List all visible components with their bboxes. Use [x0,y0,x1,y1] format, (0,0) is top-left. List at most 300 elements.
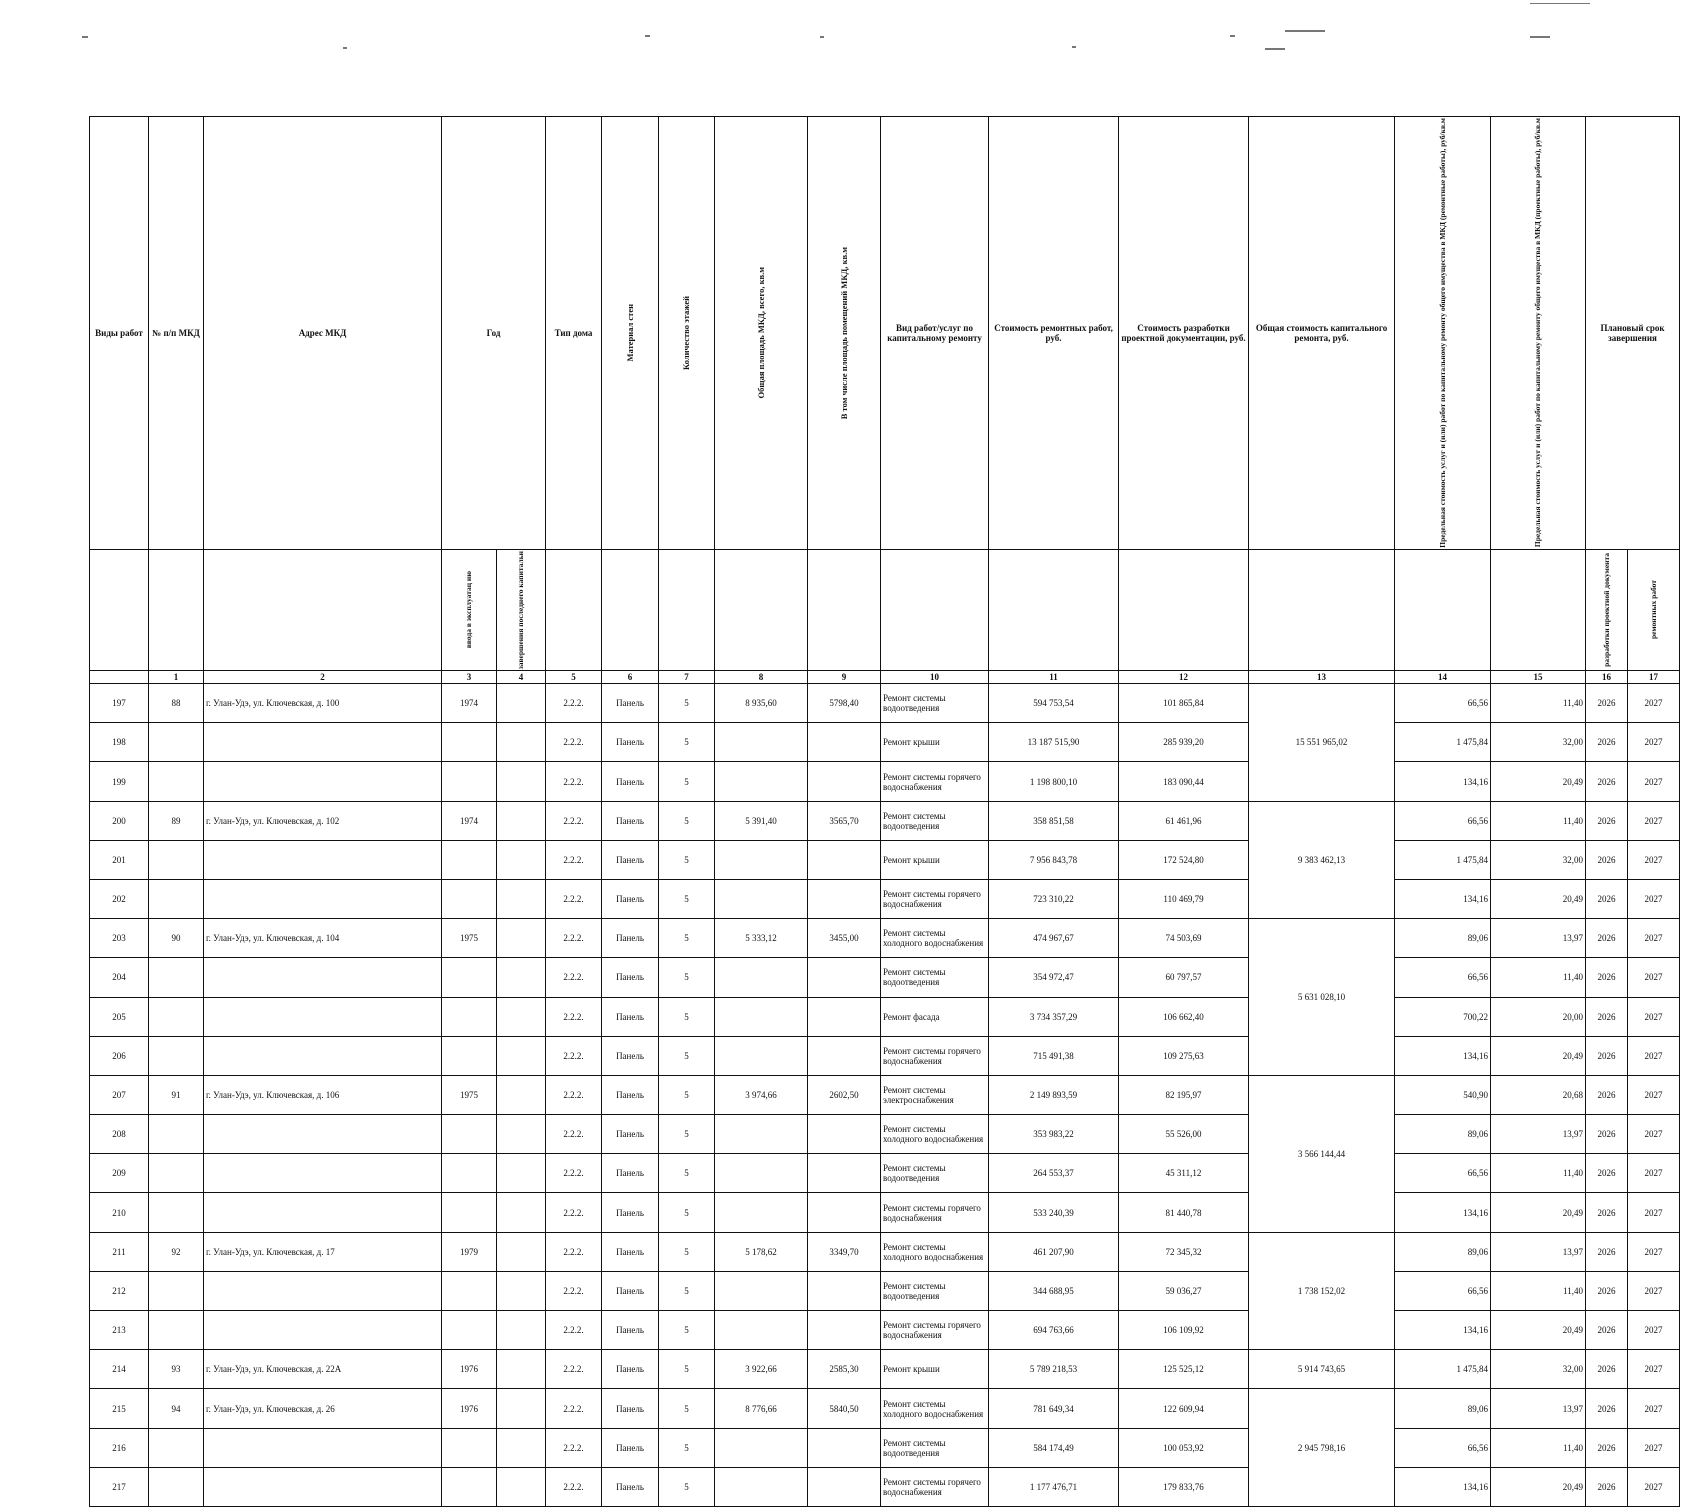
area-total [715,762,808,801]
area-total [715,1428,808,1467]
plan-design-year: 2026 [1586,997,1628,1036]
floors: 5 [659,879,715,918]
plan-design-year: 2026 [1586,1271,1628,1310]
mkd-number: 88 [149,684,204,723]
plan-design-year: 2026 [1586,801,1628,840]
work-type: Ремонт системы холодного водоснабжения [881,1232,989,1271]
header-year-last: завершения последнего капитальн [497,549,546,670]
area-total [715,1115,808,1154]
row-number: 210 [90,1193,149,1232]
limit-repair: 134,16 [1395,1467,1491,1506]
cost-design: 100 053,92 [1119,1428,1249,1467]
table-row [90,684,1680,723]
mkd-number: 94 [149,1389,204,1428]
plan-design-year: 2026 [1586,919,1628,958]
year-commission [442,1428,497,1467]
header-cost-repair: Стоимость ремонтных работ, руб. [989,117,1119,550]
area-total [715,840,808,879]
cost-repair: 3 734 357,29 [989,997,1119,1036]
mkd-number [149,723,204,762]
total-cost: 5 631 028,10 [1249,919,1395,1076]
work-type: Ремонт фасада [881,997,989,1036]
header-limit-repair: Предельная стоимость услуг и (или) работ по капитальному ремонту общего имущества в МКД (ремонтные работы), руб/кв.м [1395,117,1491,550]
cost-design: 106 662,40 [1119,997,1249,1036]
mkd-number: 90 [149,919,204,958]
table-row [90,1311,1680,1350]
limit-design: 20,49 [1491,879,1586,918]
row-number: 205 [90,997,149,1036]
limit-design: 11,40 [1491,1428,1586,1467]
row-number: 202 [90,879,149,918]
address-cell [204,958,442,997]
house-type: 2.2.2. [546,762,602,801]
year-last-repair [497,1115,546,1154]
total-cost: 2 945 798,16 [1249,1389,1395,1507]
table-row [90,1428,1680,1467]
header-year: Год [442,117,546,550]
column-number: 15 [1491,671,1586,684]
limit-repair: 540,90 [1395,1075,1491,1114]
wall-material: Панель [602,919,659,958]
year-commission: 1976 [442,1350,497,1389]
house-type: 2.2.2. [546,1389,602,1428]
limit-repair: 1 475,84 [1395,1350,1491,1389]
plan-repair-year: 2027 [1628,997,1680,1036]
plan-repair-year: 2027 [1628,1232,1680,1271]
limit-design: 20,49 [1491,1193,1586,1232]
plan-design-year: 2026 [1586,1350,1628,1389]
area-total [715,879,808,918]
wall-material: Панель [602,762,659,801]
limit-design: 20,49 [1491,1036,1586,1075]
mkd-number [149,1154,204,1193]
header-limit-design: Предельная стоимость услуг и (или) работ по капитальному ремонту общего имущества в МКД (проектные работы), руб/кв.м [1491,117,1586,550]
table-row [90,762,1680,801]
address-cell: г. Улан-Удэ, ул. Ключевская, д. 106 [204,1075,442,1114]
limit-design: 11,40 [1491,684,1586,723]
year-last-repair [497,1389,546,1428]
limit-repair: 66,56 [1395,1428,1491,1467]
mkd-number [149,762,204,801]
limit-design: 20,00 [1491,997,1586,1036]
work-type: Ремонт системы горячего водоснабжения [881,1311,989,1350]
mkd-number [149,958,204,997]
plan-repair-year: 2027 [1628,1154,1680,1193]
plan-repair-year: 2027 [1628,1428,1680,1467]
plan-design-year: 2026 [1586,1389,1628,1428]
house-type: 2.2.2. [546,1428,602,1467]
cost-design: 72 345,32 [1119,1232,1249,1271]
header-plan-design: разработки проектной документа [1586,549,1628,670]
cost-design: 172 524,80 [1119,840,1249,879]
area-total [715,1311,808,1350]
house-type: 2.2.2. [546,997,602,1036]
address-cell [204,879,442,918]
total-cost: 3 566 144,44 [1249,1075,1395,1232]
plan-repair-year: 2027 [1628,1271,1680,1310]
limit-repair: 1 475,84 [1395,723,1491,762]
area-living [808,762,881,801]
mkd-number [149,1115,204,1154]
plan-design-year: 2026 [1586,723,1628,762]
limit-design: 32,00 [1491,1350,1586,1389]
wall-material: Панель [602,684,659,723]
wall-material: Панель [602,1271,659,1310]
cost-design: 82 195,97 [1119,1075,1249,1114]
floors: 5 [659,1232,715,1271]
limit-repair: 66,56 [1395,958,1491,997]
wall-material: Панель [602,1232,659,1271]
area-total [715,1154,808,1193]
cost-repair: 474 967,67 [989,919,1119,958]
row-number: 198 [90,723,149,762]
limit-repair: 134,16 [1395,1036,1491,1075]
year-last-repair [497,1075,546,1114]
mkd-number: 89 [149,801,204,840]
column-number: 11 [989,671,1119,684]
column-number: 8 [715,671,808,684]
house-type: 2.2.2. [546,1193,602,1232]
plan-repair-year: 2027 [1628,1350,1680,1389]
work-type: Ремонт системы горячего водоснабжения [881,1036,989,1075]
house-type: 2.2.2. [546,1311,602,1350]
row-number: 215 [90,1389,149,1428]
floors: 5 [659,1428,715,1467]
area-total: 8 935,60 [715,684,808,723]
work-type: Ремонт системы горячего водоснабжения [881,1193,989,1232]
cost-repair: 7 956 843,78 [989,840,1119,879]
year-last-repair [497,684,546,723]
column-number: 12 [1119,671,1249,684]
wall-material: Панель [602,958,659,997]
floors: 5 [659,1467,715,1506]
year-commission [442,1311,497,1350]
header-cost-design: Стоимость разработки проектной документации, руб. [1119,117,1249,550]
column-number: 9 [808,671,881,684]
mkd-number [149,1271,204,1310]
address-cell [204,1311,442,1350]
cost-repair: 723 310,22 [989,879,1119,918]
cost-repair: 533 240,39 [989,1193,1119,1232]
year-last-repair [497,1193,546,1232]
house-type: 2.2.2. [546,840,602,879]
column-number: 14 [1395,671,1491,684]
address-cell [204,1036,442,1075]
mkd-number [149,997,204,1036]
table-row [90,1075,1680,1114]
cost-repair: 344 688,95 [989,1271,1119,1310]
house-type: 2.2.2. [546,958,602,997]
cost-design: 59 036,27 [1119,1271,1249,1310]
wall-material: Панель [602,801,659,840]
table-row [90,801,1680,840]
limit-design: 13,97 [1491,1232,1586,1271]
cost-repair: 781 649,34 [989,1389,1119,1428]
address-cell: г. Улан-Удэ, ул. Ключевская, д. 22А [204,1350,442,1389]
column-numbers-row [90,671,1680,684]
wall-material: Панель [602,1428,659,1467]
area-living [808,840,881,879]
wall-material: Панель [602,879,659,918]
row-number: 217 [90,1467,149,1506]
address-cell [204,1154,442,1193]
limit-repair: 134,16 [1395,1311,1491,1350]
area-living: 5840,50 [808,1389,881,1428]
area-total: 5 391,40 [715,801,808,840]
year-commission [442,762,497,801]
wall-material: Панель [602,1036,659,1075]
area-living: 3565,70 [808,801,881,840]
limit-design: 20,49 [1491,1467,1586,1506]
address-cell [204,1467,442,1506]
table-row [90,1036,1680,1075]
area-total [715,997,808,1036]
plan-repair-year: 2027 [1628,1467,1680,1506]
work-type: Ремонт крыши [881,1350,989,1389]
table-row [90,1193,1680,1232]
cost-design: 122 609,94 [1119,1389,1249,1428]
work-type: Ремонт системы горячего водоснабжения [881,879,989,918]
address-cell: г. Улан-Удэ, ул. Ключевская, д. 17 [204,1232,442,1271]
cost-design: 55 526,00 [1119,1115,1249,1154]
floors: 5 [659,958,715,997]
limit-repair: 89,06 [1395,919,1491,958]
column-number: 10 [881,671,989,684]
house-type: 2.2.2. [546,801,602,840]
wall-material: Панель [602,1115,659,1154]
wall-material: Панель [602,840,659,879]
year-commission [442,723,497,762]
limit-design: 20,49 [1491,762,1586,801]
house-type: 2.2.2. [546,1232,602,1271]
plan-design-year: 2026 [1586,840,1628,879]
table-row [90,1154,1680,1193]
cost-repair: 5 789 218,53 [989,1350,1119,1389]
work-type: Ремонт системы водоотведения [881,801,989,840]
year-commission: 1975 [442,919,497,958]
area-living [808,879,881,918]
table-row [90,1271,1680,1310]
area-living [808,1467,881,1506]
plan-repair-year: 2027 [1628,762,1680,801]
floors: 5 [659,1350,715,1389]
wall-material: Панель [602,1350,659,1389]
row-number: 207 [90,1075,149,1114]
floors: 5 [659,1193,715,1232]
plan-repair-year: 2027 [1628,919,1680,958]
year-last-repair [497,1428,546,1467]
plan-design-year: 2026 [1586,1115,1628,1154]
floors: 5 [659,919,715,958]
cost-repair: 715 491,38 [989,1036,1119,1075]
work-type: Ремонт крыши [881,840,989,879]
year-last-repair [497,1467,546,1506]
table-row [90,1350,1680,1389]
mkd-number [149,840,204,879]
house-type: 2.2.2. [546,723,602,762]
floors: 5 [659,1389,715,1428]
cost-design: 101 865,84 [1119,684,1249,723]
limit-repair: 66,56 [1395,1154,1491,1193]
work-type: Ремонт системы водоотведения [881,1428,989,1467]
table-row [90,1115,1680,1154]
total-cost: 5 914 743,65 [1249,1350,1395,1389]
year-last-repair [497,840,546,879]
cost-design: 45 311,12 [1119,1154,1249,1193]
plan-design-year: 2026 [1586,958,1628,997]
house-type: 2.2.2. [546,1154,602,1193]
cost-design: 61 461,96 [1119,801,1249,840]
year-last-repair [497,801,546,840]
limit-design: 11,40 [1491,1154,1586,1193]
area-living [808,1036,881,1075]
work-type: Ремонт системы водоотведения [881,1154,989,1193]
header-area-living: В том числе площадь помещений МКД, кв.м [808,117,881,550]
cost-repair: 584 174,49 [989,1428,1119,1467]
address-cell: г. Улан-Удэ, ул. Ключевская, д. 102 [204,801,442,840]
house-type: 2.2.2. [546,919,602,958]
table-row [90,997,1680,1036]
column-number: 5 [546,671,602,684]
house-type: 2.2.2. [546,1271,602,1310]
table-row [90,879,1680,918]
mkd-number [149,1311,204,1350]
cost-design: 74 503,69 [1119,919,1249,958]
work-type: Ремонт системы горячего водоснабжения [881,762,989,801]
header-plan: Плановый срок завершения [1586,117,1680,550]
floors: 5 [659,723,715,762]
plan-design-year: 2026 [1586,1193,1628,1232]
area-living [808,1154,881,1193]
header-address: Адрес МКД [204,117,442,550]
area-total: 5 178,62 [715,1232,808,1271]
work-type: Ремонт системы горячего водоснабжения [881,1467,989,1506]
limit-design: 13,97 [1491,1115,1586,1154]
area-total: 3 974,66 [715,1075,808,1114]
cost-repair: 354 972,47 [989,958,1119,997]
address-cell [204,1271,442,1310]
wall-material: Панель [602,1311,659,1350]
year-commission [442,840,497,879]
plan-repair-year: 2027 [1628,1193,1680,1232]
row-number: 209 [90,1154,149,1193]
column-number: 3 [442,671,497,684]
address-cell [204,1428,442,1467]
year-last-repair [497,723,546,762]
cost-repair: 461 207,90 [989,1232,1119,1271]
plan-design-year: 2026 [1586,879,1628,918]
area-living [808,997,881,1036]
wall-material: Панель [602,997,659,1036]
mkd-number: 92 [149,1232,204,1271]
header-material: Материал стен [602,117,659,550]
limit-design: 11,40 [1491,958,1586,997]
wall-material: Панель [602,1467,659,1506]
plan-repair-year: 2027 [1628,1311,1680,1350]
cost-design: 125 525,12 [1119,1350,1249,1389]
year-last-repair [497,919,546,958]
limit-repair: 66,56 [1395,801,1491,840]
work-type: Ремонт системы водоотведения [881,684,989,723]
header-vidy: Виды работ [90,117,149,550]
year-commission [442,1036,497,1075]
row-number: 214 [90,1350,149,1389]
area-living: 2585,30 [808,1350,881,1389]
floors: 5 [659,1115,715,1154]
mkd-number [149,1036,204,1075]
row-number: 197 [90,684,149,723]
area-total [715,958,808,997]
total-cost: 9 383 462,13 [1249,801,1395,919]
plan-repair-year: 2027 [1628,723,1680,762]
floors: 5 [659,801,715,840]
plan-design-year: 2026 [1586,684,1628,723]
year-last-repair [497,1271,546,1310]
year-last-repair [497,879,546,918]
limit-repair: 134,16 [1395,1193,1491,1232]
area-living [808,723,881,762]
column-number: 4 [497,671,546,684]
total-cost: 15 551 965,02 [1249,684,1395,802]
plan-design-year: 2026 [1586,1075,1628,1114]
cost-repair: 353 983,22 [989,1115,1119,1154]
limit-repair: 89,06 [1395,1389,1491,1428]
house-type: 2.2.2. [546,1350,602,1389]
year-commission: 1976 [442,1389,497,1428]
year-last-repair [497,1311,546,1350]
work-type: Ремонт системы холодного водоснабжения [881,1115,989,1154]
year-commission [442,1467,497,1506]
limit-design: 20,49 [1491,1311,1586,1350]
cost-repair: 1 177 476,71 [989,1467,1119,1506]
plan-repair-year: 2027 [1628,1036,1680,1075]
area-living: 3349,70 [808,1232,881,1271]
address-cell [204,762,442,801]
column-number: 13 [1249,671,1395,684]
mkd-number [149,1193,204,1232]
limit-repair: 700,22 [1395,997,1491,1036]
table-row [90,958,1680,997]
year-commission: 1974 [442,801,497,840]
table-row [90,723,1680,762]
year-last-repair [497,1232,546,1271]
area-total [715,1036,808,1075]
row-number: 206 [90,1036,149,1075]
floors: 5 [659,684,715,723]
row-number: 208 [90,1115,149,1154]
house-type: 2.2.2. [546,1115,602,1154]
address-cell: г. Улан-Удэ, ул. Ключевская, д. 100 [204,684,442,723]
mkd-number: 91 [149,1075,204,1114]
column-number: 6 [602,671,659,684]
plan-repair-year: 2027 [1628,684,1680,723]
row-number: 216 [90,1428,149,1467]
year-last-repair [497,1036,546,1075]
table-row [90,1232,1680,1271]
row-number: 211 [90,1232,149,1271]
wall-material: Панель [602,1154,659,1193]
row-number: 212 [90,1271,149,1310]
house-type: 2.2.2. [546,1467,602,1506]
plan-design-year: 2026 [1586,1311,1628,1350]
floors: 5 [659,840,715,879]
table-row [90,840,1680,879]
mkd-number [149,1467,204,1506]
work-type: Ремонт системы электроснабжения [881,1075,989,1114]
year-commission [442,958,497,997]
area-living [808,1115,881,1154]
header-cost-total: Общая стоимость капитального ремонта, руб. [1249,117,1395,550]
